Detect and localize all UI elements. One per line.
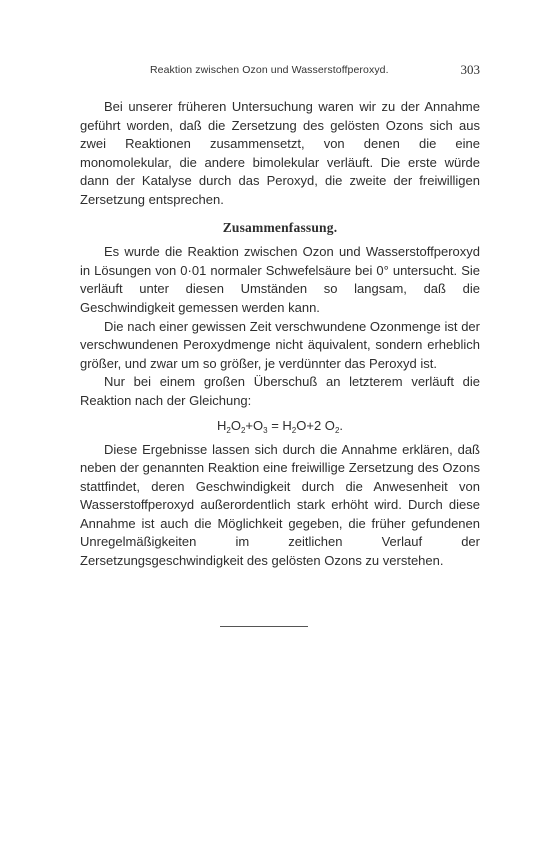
eq-plus: + <box>306 417 314 433</box>
page-body <box>80 98 480 571</box>
eq-h: H <box>216 417 227 433</box>
eq-period: . <box>339 417 344 433</box>
page-number: 303 <box>460 62 480 77</box>
summary-paragraph-1: Es wurde die Reaktion zwischen Ozon und Wasserstoffperoxyd in Lösungen von 0·01 normaler Schwefelsäure bei 0° untersucht. Sie verläuft unter diesen Umständen so langsam, daß die Geschwindigkeit gemessen werden kann. <box>80 244 480 315</box>
section-heading: Zusammenfassung. <box>222 219 338 235</box>
closing-paragraph: Diese Ergebnisse lassen sich durch die Annahme erklären, daß neben der genannten Reaktion eine freiwillige Zersetzung des Ozons stattfindet, deren Geschwindigkeit durch die Anwesenheit von Wasserstoffperoxyd außerordentlich stark erhöht wird. Durch diese Annahme ist auch die Möglichkeit gegeben, die früher gefundenen Unregelmäßigkeiten im zeitlichen Verlauf der Zersetzungsgeschwindigkeit des gelösten Ozons zu verstehen. <box>80 441 480 569</box>
reaction-equation <box>80 415 480 437</box>
running-title: Reaktion zwischen Ozon und Wasserstoffperoxyd. <box>150 64 389 76</box>
eq-o: O <box>252 417 264 433</box>
summary-paragraph-2: Die nach einer gewissen Zeit verschwundene Ozonmenge ist der verschwundenen Peroxydmenge nicht äquivalent, sondern erheblich größer, und zwar um so größer, je verdünnter das Peroxyd ist. <box>80 318 480 371</box>
eq-o2: 2 O <box>313 417 335 433</box>
eq-h: H <box>282 417 292 433</box>
eq-sub: 3 <box>263 425 268 435</box>
end-rule <box>220 626 308 627</box>
eq-o: O <box>296 417 307 433</box>
eq-sub: 2 <box>334 425 340 435</box>
page-header <box>80 62 480 80</box>
summary-paragraph-3: Nur bei einem großen Überschuß an letzterem verläuft die Reaktion nach der Gleichung: <box>80 374 480 408</box>
eq-sub: 2 <box>240 425 246 435</box>
eq-sub: 2 <box>291 425 297 435</box>
intro-paragraph: Bei unserer früheren Untersuchung waren wir zu der Annahme geführt worden, daß die Zersetzung des gelösten Ozons sich aus zwei Reaktionen zusammensetzt, von denen die eine monomolekular, die andere bimolekular verläuft. Die erste würde dann der Katalyse durch das Peroxyd, die zweite der freiwilligen Zersetzung entsprechen. <box>80 99 480 207</box>
eq-plus: + <box>245 417 253 433</box>
eq-sub: 2 <box>226 425 231 435</box>
eq-equals: = <box>271 417 279 433</box>
eq-o: O <box>230 417 241 433</box>
